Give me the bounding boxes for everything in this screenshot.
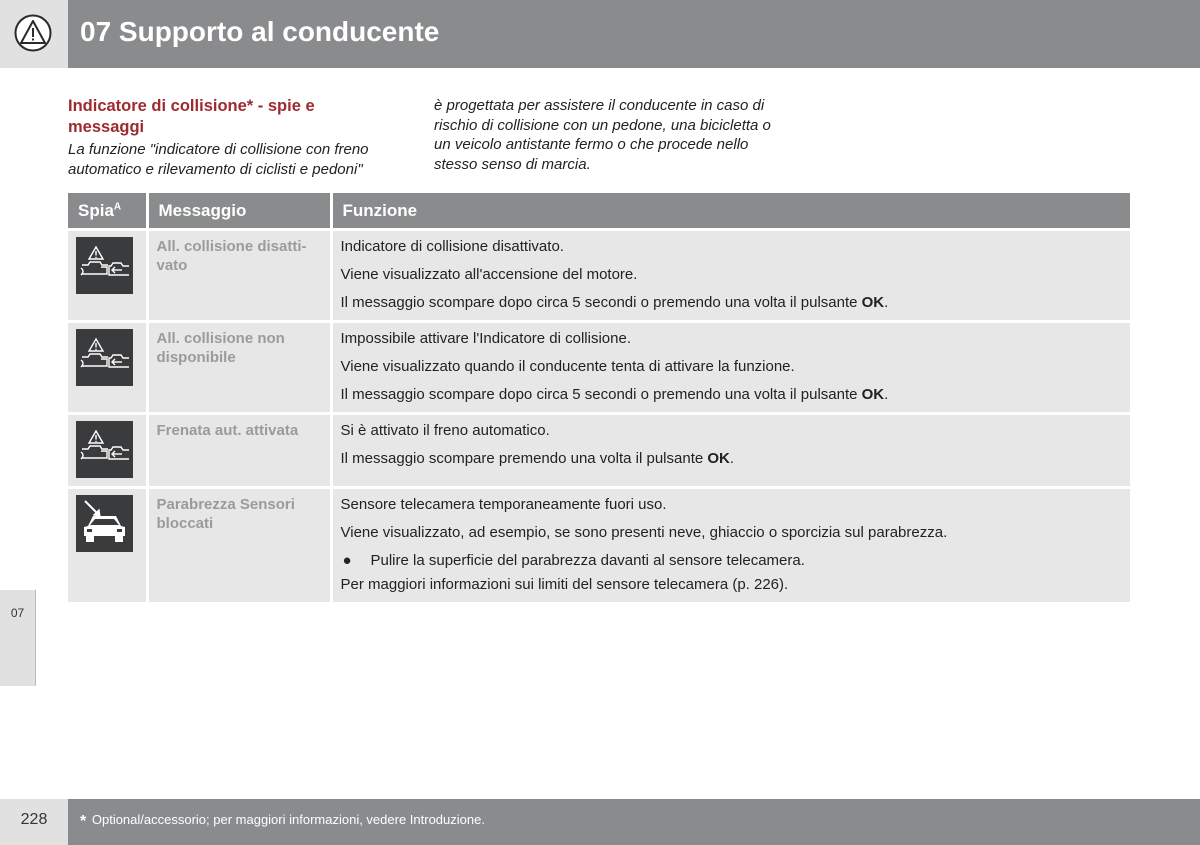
collision-warning-icon — [76, 329, 133, 386]
page-number: 228 — [20, 811, 48, 828]
footer-page-area — [0, 799, 68, 845]
table-row — [68, 488, 1130, 604]
header-bar — [68, 0, 1200, 68]
message-cell: Frenata aut. attivata — [147, 414, 331, 488]
windscreen-sensor-icon — [76, 495, 133, 552]
function-text: Sensore telecamera temporaneamente fuori uso. — [340, 496, 667, 513]
collision-warning-icon — [76, 237, 133, 294]
function-text: Per maggiori informazioni sui limiti del sensore telecamera (p. 226). — [340, 576, 789, 593]
footnote — [80, 812, 485, 831]
message-cell: All. collisione disatti-vato — [147, 230, 331, 322]
function-text: Il messaggio scompare dopo circa 5 secondi o premendo una volta il pulsante OK. — [340, 294, 889, 311]
function-cell — [331, 230, 1130, 322]
function-cell — [331, 414, 1130, 488]
header-icon-area — [0, 0, 68, 68]
column-header-messaggio: Messaggio — [147, 193, 331, 230]
warning-triangle-icon — [14, 14, 52, 52]
footer-bar — [68, 799, 1200, 845]
column-header-funzione: Funzione — [331, 193, 1130, 230]
function-cell — [331, 322, 1130, 414]
message-cell: Parabrezza Sensori bloccati — [147, 488, 331, 604]
spia-cell — [68, 414, 147, 488]
table-header-row — [68, 193, 1130, 230]
message-cell: All. collisione non disponibile — [147, 322, 331, 414]
chapter-tab — [0, 590, 35, 686]
table-row — [68, 322, 1130, 414]
messages-table — [68, 193, 1130, 605]
function-text: Il messaggio scompare dopo circa 5 secondi o premendo una volta il pulsante OK. — [340, 386, 889, 403]
footnote-star: * — [80, 813, 87, 830]
bullet-icon: ● — [342, 552, 352, 569]
intro-text-right: è progettata per assistere il conducente in caso di rischio di collisione con un pedone, una bicicletta o un veicolo antistante fermo o che procede nello stesso senso di marcia. — [434, 97, 771, 173]
footnote-marker: A — [113, 200, 122, 212]
function-text: Viene visualizzato, ad esempio, se sono presenti neve, ghiaccio o sporcizia sul parabrezza. — [340, 524, 948, 541]
section-heading: Indicatore di collisione* - spie e messaggi — [68, 97, 315, 136]
function-text: Impossibile attivare l'Indicatore di collisione. — [340, 330, 632, 347]
footnote-text: Optional/accessorio; per maggiori informazioni, vedere Introduzione. — [91, 812, 485, 827]
ok-button-label: OK — [861, 386, 885, 403]
function-text: Viene visualizzato all'accensione del motore. — [340, 266, 638, 283]
function-text: Indicatore di collisione disattivato. — [340, 238, 564, 255]
chapter-tab-divider — [35, 590, 36, 686]
table-row — [68, 414, 1130, 488]
column-header-spia: Spia$^A$ — [68, 193, 147, 230]
bullet-item — [341, 551, 1123, 570]
bullet-text: Pulire la superficie del parabrezza davanti al sensore telecamera. — [370, 552, 805, 569]
collision-warning-icon — [76, 421, 133, 478]
ok-button-label: OK — [707, 450, 730, 467]
page-title: 07 Supporto al conducente — [80, 16, 440, 47]
function-text: Il messaggio scompare premendo una volta il pulsante OK. — [340, 450, 735, 467]
function-text: Si è attivato il freno automatico. — [340, 422, 550, 439]
spia-cell — [68, 322, 147, 414]
chapter-tab-label: 07 — [10, 606, 25, 620]
spia-cell — [68, 230, 147, 322]
function-cell — [331, 488, 1130, 604]
spia-cell — [68, 488, 147, 604]
function-text: Viene visualizzato quando il conducente tenta di attivare la funzione. — [340, 358, 795, 375]
intro-text-left: La funzione "indicatore di collisione con freno automatico e rilevamento di ciclisti e pedoni" — [68, 141, 369, 178]
table-row — [68, 230, 1130, 322]
ok-button-label: OK — [861, 294, 885, 311]
